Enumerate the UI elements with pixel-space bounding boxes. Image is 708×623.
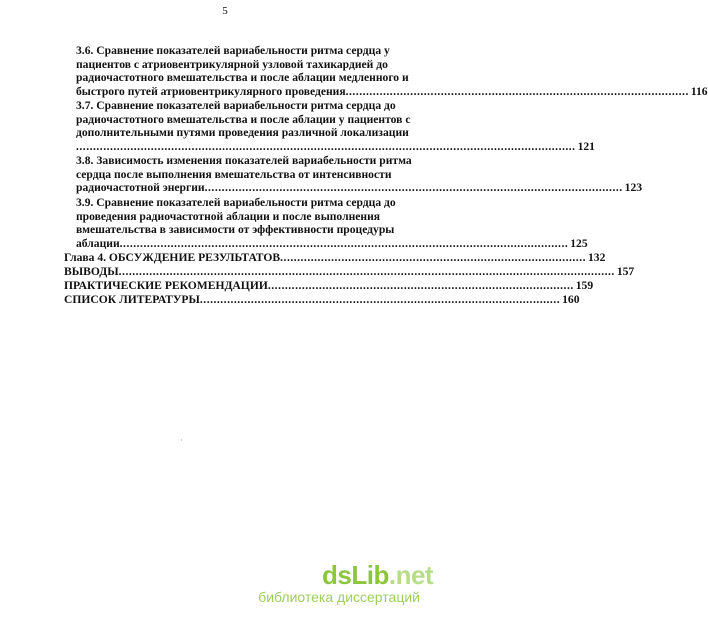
toc-entry-3-6 <box>76 44 708 98</box>
toc-entry-3-9 <box>76 196 588 250</box>
dot-leader: ........................................................................................................................... <box>204 181 623 195</box>
toc-line: радиочастотной энергии <box>76 181 205 195</box>
toc-page-number: 157 <box>616 265 635 278</box>
toc-line: радиочастотного вмешательства и после аблации медленного и <box>76 71 409 85</box>
watermark-caption: библиотека диссертаций <box>258 589 420 605</box>
toc-entry-conclusions <box>64 265 635 279</box>
toc-line: 3.6. Сравнение показателей вариабельности ритма сердца у <box>76 44 390 57</box>
toc-line: сердца после выполнения вмешательства от интенсивности <box>76 167 392 181</box>
watermark-logo-main: dsLib <box>322 560 389 590</box>
toc-line: пациентов с атриовентрикулярной узловой тахикардией до <box>76 57 388 71</box>
toc-page-number: 125 <box>570 236 588 250</box>
toc-line: 3.7. Сравнение показателей вариабельности ритма сердца до <box>76 99 396 112</box>
watermark <box>242 560 434 605</box>
toc-line: аблации <box>76 236 120 250</box>
toc-entry-3-8 <box>76 154 643 195</box>
dot-leader: .......................................................................................................... <box>199 293 561 306</box>
toc-line: вмешательства в зависимости от эффективности процедуры <box>76 223 395 237</box>
toc-line: радиочастотного вмешательства и после аблации у пациентов с <box>76 112 411 126</box>
toc-entry-3-7 <box>76 99 595 153</box>
toc-entry-chapter-4 <box>64 251 606 265</box>
toc-line: Глава 4. ОБСУЖДЕНИЕ РЕЗУЛЬТАТОВ <box>64 251 281 264</box>
toc-line: проведения радиочастотной аблации и после выполнения <box>76 209 381 223</box>
dot-leader: ..................................................................................................... <box>345 84 689 98</box>
toc-line: 3.9. Сравнение показателей вариабельности ритма сердца до <box>76 196 396 209</box>
toc-line: 3.8. Зависимость изменения показателей вариабельности ритма <box>76 154 412 167</box>
toc-page-number: 116 <box>690 84 708 98</box>
toc-page-number: 160 <box>562 293 580 306</box>
toc-page-number: 121 <box>577 139 595 153</box>
toc-line: дополнительными путями проведения различной локализации <box>76 126 409 140</box>
scan-speck: · <box>180 436 183 445</box>
toc-line: быстрого путей атриовентрикулярного проведения <box>76 84 346 98</box>
toc-page-number: 159 <box>575 279 594 292</box>
dot-leader: .................................................................................................................................... <box>119 236 569 250</box>
page-number: 5 <box>222 5 228 17</box>
watermark-logo-suffix: .net <box>388 560 434 590</box>
watermark-logo <box>242 560 434 590</box>
dot-leader: ................................................................................................................................................... <box>76 139 576 153</box>
toc-line: СПИСОК ЛИТЕРАТУРЫ <box>64 293 200 306</box>
toc-line: ВЫВОДЫ <box>64 265 119 278</box>
toc-page-number: 123 <box>624 181 643 195</box>
toc-entry-recommendations <box>64 279 594 293</box>
dot-leader: .......................................................................................... <box>280 251 586 264</box>
toc-line: ПРАКТИЧЕСКИЕ РЕКОМЕНДАЦИИ <box>64 279 268 292</box>
dot-leader: .......................................................................................... <box>267 279 574 292</box>
dot-leader: .................................................................................................................................................. <box>118 265 615 278</box>
toc-entry-references <box>64 293 580 307</box>
toc-page-number: 132 <box>588 251 606 264</box>
